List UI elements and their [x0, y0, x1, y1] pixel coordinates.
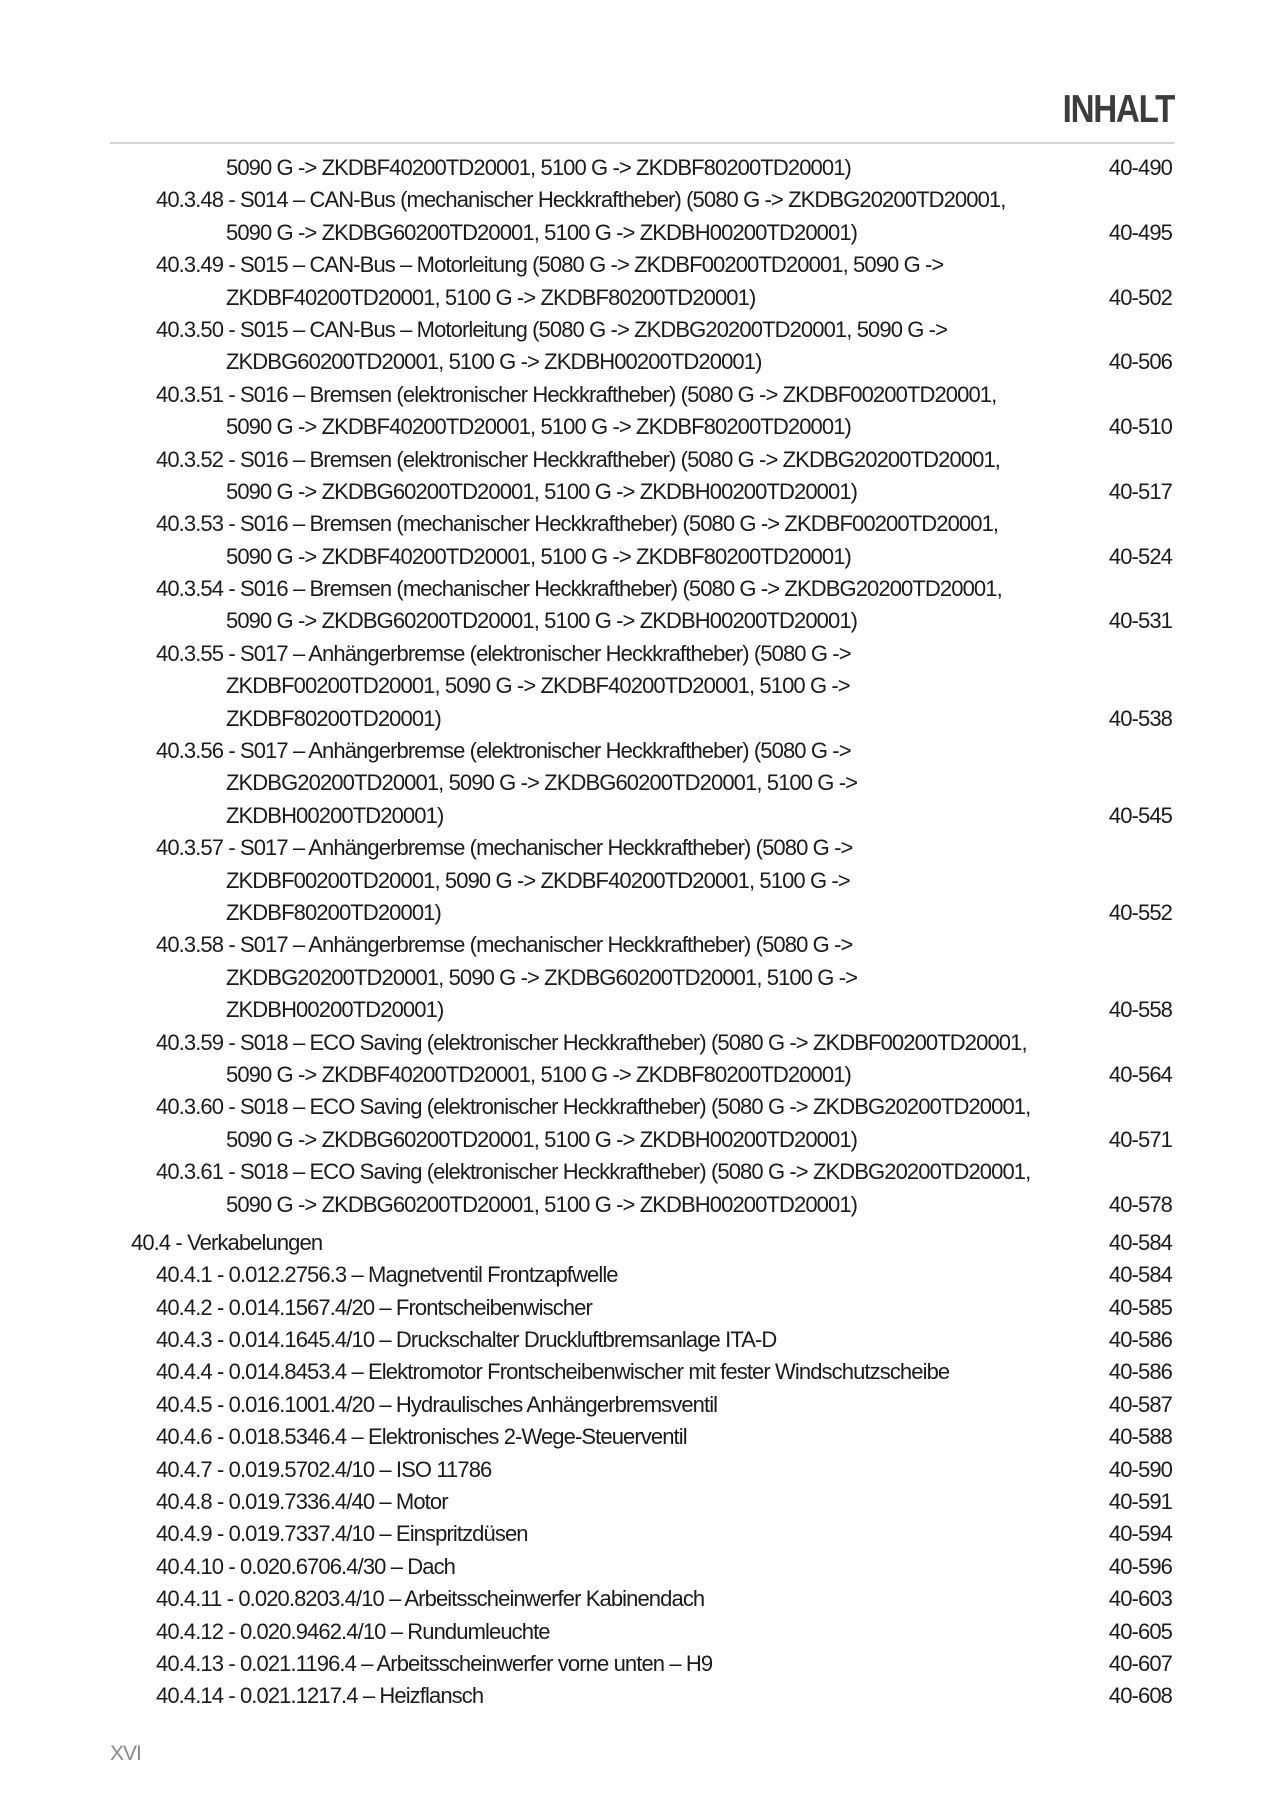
table-of-contents: [0, 152, 1273, 1713]
toc-entry[interactable]: [156, 249, 1172, 314]
toc-entry-line: 5090 G -> ZKDBG60200TD20001, 5100 G -> ZKDBH00200TD20001): [226, 1126, 858, 1152]
toc-entry-title: [156, 832, 852, 929]
toc-entry-title: [0, 152, 851, 184]
toc-entry-page: 40-552: [1108, 899, 1172, 925]
toc-entry-title: [156, 249, 943, 314]
toc-entry-title: [156, 1680, 483, 1712]
toc-entry-page: 40-591: [1108, 1489, 1172, 1515]
toc-entry-page: 40-586: [1108, 1327, 1172, 1353]
toc-entry[interactable]: [156, 379, 1172, 444]
toc-entry-title: [156, 1551, 455, 1583]
toc-entry-line: 5090 G -> ZKDBG60200TD20001, 5100 G -> ZKDBH00200TD20001): [226, 608, 858, 634]
toc-entry-line: 40.3.58 - S017 – Anhängerbremse (mechanischer Heckkraftheber) (5080 G ->: [156, 932, 853, 958]
toc-entry-line: 40.4.10 - 0.020.6706.4/30 – Dach: [156, 1553, 456, 1579]
toc-entry-page: 40-517: [1108, 478, 1172, 504]
toc-entry-line: 40.3.54 - S016 – Bremsen (mechanischer Heckkraftheber) (5080 G -> ZKDBG20200TD20001,: [156, 576, 1002, 602]
toc-entry-page: 40-571: [1108, 1126, 1172, 1152]
toc-entry-page: 40-558: [1108, 997, 1172, 1023]
toc-entry-line: ZKDBF40200TD20001, 5100 G -> ZKDBF80200TD20001): [226, 284, 756, 310]
toc-entry[interactable]: [131, 1227, 1172, 1259]
toc-entry-line: 5090 G -> ZKDBF40200TD20001, 5100 G -> ZKDBF80200TD20001): [226, 543, 851, 569]
toc-entry-line: ZKDBG20200TD20001, 5090 G -> ZKDBG60200TD20001, 5100 G ->: [226, 964, 858, 990]
toc-entry[interactable]: [156, 1324, 1172, 1356]
toc-entry-line: ZKDBF80200TD20001): [226, 899, 441, 925]
toc-entry-title: [156, 1421, 687, 1453]
toc-entry-page: 40-584: [1108, 1229, 1172, 1255]
toc-entry-page: 40-584: [1108, 1262, 1172, 1288]
toc-entry-line: 40.3.60 - S018 – ECO Saving (elektronischer Heckkraftheber) (5080 G -> ZKDBG20200TD20001,: [156, 1094, 1031, 1120]
toc-entry-line: 40.3.56 - S017 – Anhängerbremse (elektronischer Heckkraftheber) (5080 G ->: [156, 738, 851, 764]
toc-entry-line: 40.4.9 - 0.019.7337.4/10 – Einspritzdüsen: [156, 1521, 528, 1547]
toc-entry-page: 40-586: [1108, 1359, 1172, 1385]
toc-entry-title: [156, 1486, 448, 1518]
toc-entry-title: [156, 1583, 704, 1615]
toc-entry[interactable]: [156, 1486, 1172, 1518]
toc-entry-line: 40.4.3 - 0.014.1645.4/10 – Druckschalter Druckluftbremsanlage ITA-D: [156, 1327, 777, 1353]
toc-entry-line: 40.3.49 - S015 – CAN-Bus – Motorleitung (5080 G -> ZKDBF00200TD20001, 5090 G ->: [156, 252, 944, 278]
toc-entry-line: 40.4.6 - 0.018.5346.4 – Elektronisches 2-Wege-Steuerventil: [156, 1424, 687, 1450]
toc-entry-page: 40-490: [1108, 155, 1172, 180]
toc-entry-page: 40-531: [1108, 608, 1172, 634]
toc-entry-title: [156, 1292, 592, 1324]
toc-entry-page: 40-564: [1108, 1061, 1172, 1087]
toc-entry-title: [156, 735, 857, 832]
toc-entry[interactable]: [156, 1356, 1172, 1388]
toc-entry-title: [156, 1027, 1027, 1092]
toc-entry-title: [156, 929, 857, 1026]
toc-entry-line: 5090 G -> ZKDBG60200TD20001, 5100 G -> ZKDBH00200TD20001): [226, 478, 858, 504]
toc-entry-line: 40.4.14 - 0.021.1217.4 – Heizflansch: [156, 1683, 484, 1709]
toc-entry-page: 40-502: [1108, 284, 1172, 310]
toc-entry[interactable]: [156, 1616, 1172, 1648]
toc-entry-page: 40-524: [1108, 543, 1172, 569]
toc-entry[interactable]: [156, 929, 1172, 1026]
toc-entry-line: ZKDBG60200TD20001, 5100 G -> ZKDBH00200TD20001): [226, 349, 762, 375]
toc-entry-title: [156, 1648, 712, 1680]
toc-entry-line: 40.4.4 - 0.014.8453.4 – Elektromotor Frontscheibenwischer mit fester Windschutzscheibe: [156, 1359, 950, 1385]
toc-entry-line: 40.3.52 - S016 – Bremsen (elektronischer Heckkraftheber) (5080 G -> ZKDBG20200TD20001,: [156, 446, 1001, 472]
toc-entry-title: [156, 1356, 949, 1388]
toc-entry-line: 40.3.57 - S017 – Anhängerbremse (mechanischer Heckkraftheber) (5080 G ->: [156, 835, 853, 861]
toc-entry-title: [156, 1616, 550, 1648]
toc-entry-page: 40-538: [1108, 705, 1172, 731]
toc-entry-page: 40-587: [1108, 1391, 1172, 1417]
toc-entry-line: 40.4.7 - 0.019.5702.4/10 – ISO 11786: [156, 1456, 492, 1482]
toc-entry-page: 40-578: [1108, 1191, 1172, 1217]
toc-entry-page: 40-495: [1108, 219, 1172, 245]
toc-entry-line: 40.4.11 - 0.020.8203.4/10 – Arbeitsscheinwerfer Kabinendach: [156, 1586, 705, 1612]
toc-entry[interactable]: [156, 1292, 1172, 1324]
toc-entry-line: ZKDBF80200TD20001): [226, 705, 441, 731]
toc-entry-page: 40-588: [1108, 1424, 1172, 1450]
toc-entry-title: [156, 573, 1002, 638]
toc-entry-title: [156, 314, 947, 379]
toc-entry-line: 40.3.61 - S018 – ECO Saving (elektronischer Heckkraftheber) (5080 G -> ZKDBG20200TD20001,: [156, 1159, 1031, 1185]
toc-entry-line: 5090 G -> ZKDBF40200TD20001, 5100 G -> ZKDBF80200TD20001): [226, 414, 851, 440]
toc-entry[interactable]: [156, 1091, 1172, 1156]
toc-entry-page: 40-603: [1108, 1586, 1172, 1612]
toc-entry-line: 5090 G -> ZKDBG60200TD20001, 5100 G -> ZKDBH00200TD20001): [226, 219, 858, 245]
toc-entry-line: 5090 G -> ZKDBF40200TD20001, 5100 G -> ZKDBF80200TD20001): [226, 1061, 851, 1087]
toc-entry-title: [156, 444, 1000, 509]
toc-entry-title: [156, 379, 996, 444]
page-number: XVI: [110, 1742, 141, 1765]
toc-entry[interactable]: [156, 184, 1172, 249]
toc-entry-line: 40.4.8 - 0.019.7336.4/40 – Motor: [156, 1489, 448, 1515]
toc-entry-title: [156, 508, 998, 573]
toc-entry-line: 40.3.59 - S018 – ECO Saving (elektronischer Heckkraftheber) (5080 G -> ZKDBF00200TD20001,: [156, 1029, 1027, 1055]
toc-entry-line: 40.4 - Verkabelungen: [131, 1229, 323, 1255]
toc-entry-page: 40-545: [1108, 802, 1172, 828]
toc-entry-line: ZKDBF00200TD20001, 5090 G -> ZKDBF40200TD20001, 5100 G ->: [226, 867, 850, 893]
toc-entry-page: 40-607: [1108, 1650, 1172, 1676]
toc-entry-page: 40-608: [1108, 1683, 1172, 1709]
toc-entry[interactable]: [156, 508, 1172, 573]
toc-entry-page: 40-506: [1108, 349, 1172, 375]
toc-entry-line: 40.3.50 - S015 – CAN-Bus – Motorleitung (5080 G -> ZKDBG20200TD20001, 5090 G ->: [156, 316, 948, 342]
toc-entry[interactable]: [156, 573, 1172, 638]
toc-entry[interactable]: [156, 1027, 1172, 1092]
toc-entry[interactable]: [156, 1389, 1172, 1421]
toc-entry-line: 40.4.13 - 0.021.1196.4 – Arbeitsscheinwerfer vorne unten – H9: [156, 1650, 713, 1676]
toc-entry[interactable]: [156, 1551, 1172, 1583]
toc-entry-line: 40.3.51 - S016 – Bremsen (elektronischer Heckkraftheber) (5080 G -> ZKDBF00200TD20001,: [156, 381, 997, 407]
toc-entry-line: 40.4.5 - 0.016.1001.4/20 – Hydraulisches Anhängerbremsventil: [156, 1391, 718, 1417]
toc-entry[interactable]: [156, 735, 1172, 832]
toc-entry[interactable]: [156, 832, 1172, 929]
toc-entry-line: ZKDBH00200TD20001): [226, 802, 444, 828]
toc-entry-line: 40.3.55 - S017 – Anhängerbremse (elektronischer Heckkraftheber) (5080 G ->: [156, 640, 851, 666]
toc-entry[interactable]: [156, 638, 1172, 735]
toc-entry-page: 40-594: [1108, 1521, 1172, 1547]
toc-entry[interactable]: [156, 1421, 1172, 1453]
toc-entry[interactable]: [156, 1648, 1172, 1680]
toc-entry[interactable]: [156, 1156, 1172, 1221]
toc-entry-line: 40.3.53 - S016 – Bremsen (mechanischer Heckkraftheber) (5080 G -> ZKDBF00200TD20001,: [156, 511, 999, 537]
toc-entry-title: [156, 1454, 491, 1486]
toc-entry-page: 40-510: [1108, 414, 1172, 440]
toc-entry-page: 40-585: [1108, 1294, 1172, 1320]
toc-entry-line: ZKDBF00200TD20001, 5090 G -> ZKDBF40200TD20001, 5100 G ->: [226, 673, 850, 699]
toc-entry[interactable]: [156, 1518, 1172, 1550]
toc-entry-title: [156, 1156, 1030, 1221]
toc-entry[interactable]: [156, 314, 1172, 379]
toc-entry-title: [156, 638, 851, 735]
toc-entry[interactable]: [156, 1680, 1172, 1712]
toc-entry-line: 40.4.2 - 0.014.1567.4/20 – Frontscheibenwischer: [156, 1294, 592, 1320]
toc-entry-title: [156, 1324, 776, 1356]
toc-entry-title: [156, 184, 1005, 249]
toc-entry-title: [156, 1091, 1030, 1156]
toc-entry-line: 40.4.12 - 0.020.9462.4/10 – Rundumleuchte: [156, 1618, 550, 1644]
toc-entry-line: 40.4.1 - 0.012.2756.3 – Magnetventil Frontzapfwelle: [156, 1262, 618, 1288]
toc-entry[interactable]: [0, 152, 1172, 184]
toc-entry-line: 40.3.48 - S014 – CAN-Bus (mechanischer Heckkraftheber) (5080 G -> ZKDBG20200TD20001,: [156, 187, 1006, 213]
toc-entry-title: [131, 1227, 322, 1259]
toc-entry-line: 5090 G -> ZKDBF40200TD20001, 5100 G -> ZKDBF80200TD20001): [226, 155, 851, 180]
toc-entry-line: ZKDBH00200TD20001): [226, 997, 444, 1023]
toc-entry-title: [156, 1518, 528, 1550]
toc-entry-line: 5090 G -> ZKDBG60200TD20001, 5100 G -> ZKDBH00200TD20001): [226, 1191, 858, 1217]
header-divider: [110, 142, 1174, 144]
toc-entry-title: [156, 1389, 717, 1421]
toc-entry[interactable]: [156, 1583, 1172, 1615]
toc-entry-page: 40-605: [1108, 1618, 1172, 1644]
toc-entry-page: 40-596: [1108, 1553, 1172, 1579]
toc-entry-title: [156, 1259, 618, 1291]
toc-entry-page: 40-590: [1108, 1456, 1172, 1482]
toc-entry[interactable]: [156, 1259, 1172, 1291]
page-title: INHALT: [1062, 88, 1174, 131]
toc-entry[interactable]: [156, 1454, 1172, 1486]
toc-entry[interactable]: [156, 444, 1172, 509]
toc-entry-line: ZKDBG20200TD20001, 5090 G -> ZKDBG60200TD20001, 5100 G ->: [226, 770, 858, 796]
